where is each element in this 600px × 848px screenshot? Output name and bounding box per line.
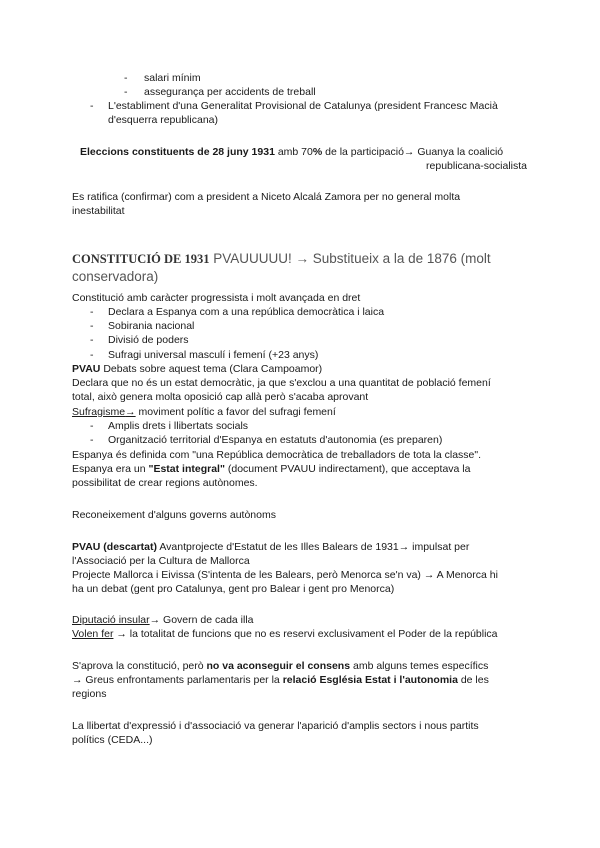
list-dash: - (124, 72, 128, 84)
elections-normal: amb 70 (274, 146, 313, 158)
integral-bold: "Estat integral" (148, 463, 225, 475)
aprova-line-3: regions (72, 688, 107, 700)
ratifica-line-1: Es ratifica (confirmar) com a president a Niceto Alcalá Zamora per no general molta (72, 191, 461, 203)
aprova-line-2 (72, 674, 532, 687)
pvau-rest: Debats sobre aquest tema (Clara Campoamor) (100, 363, 323, 375)
list-dash: - (90, 349, 94, 361)
descartat-line-3: Projecte Mallorca i Eivissa (S'intenta de les Balears, però Menorca se'n va) → A Menorca hi (72, 569, 498, 581)
sufragisme-underlined: Sufragisme (72, 406, 126, 418)
heading-rest: PVAUUUUU! → Substitueix a la de 1876 (molt (209, 251, 491, 266)
list-dash: - (90, 306, 94, 318)
sufragisme-arrow: → (125, 406, 136, 418)
section-heading (72, 250, 532, 268)
llibertat-line-1: La llibertat d'expressió i d'associació va generar l'aparició d'amplis sectors i nous partits (72, 720, 479, 732)
list-item: Organització territorial d'Espanya en estatuts d'autonomia (es preparen) (108, 434, 443, 446)
aprova-bold: no va aconseguir el consens (206, 660, 351, 672)
volen-fer-line (72, 628, 532, 641)
descartat-line (72, 541, 532, 554)
constitucio-intro: Constitució amb caràcter progressista i molt avançada en dret (72, 292, 361, 304)
llibertat-line-2: polítics (CEDA...) (72, 734, 153, 746)
ratifica-line-2: inestabilitat (72, 205, 125, 217)
list-item: Declara a Espanya com a una república democràtica i laica (108, 306, 385, 318)
declara-line-1: Declara que no és un estat democràtic, ja que s'exclou a una quantitat de població femení (72, 377, 491, 389)
list-item: L'establiment d'una Generalitat Provisional de Catalunya (president Francesc Macià (108, 100, 498, 112)
pvau-bold: PVAU (72, 363, 101, 375)
volen-fer-underlined: Volen fer (72, 628, 114, 640)
sufragisme-rest: moviment polític a favor del sufragi femení (135, 406, 336, 418)
aprova-line2-pre: → Greus enfrontaments parlamentaris per la (72, 674, 283, 686)
integral-line (72, 463, 532, 476)
list-item-continuation: d'esquerra republicana) (108, 114, 218, 126)
elections-rest: de la participació→ Guanya la coalició (322, 146, 504, 158)
list-item: Amplis drets i llibertats socials (108, 420, 249, 432)
list-dash: - (90, 334, 94, 346)
list-item: Divisió de poders (108, 334, 189, 346)
elections-line-2: republicana-socialista (426, 160, 527, 172)
aprova-line (72, 660, 532, 673)
diputacio-line (72, 614, 532, 627)
aprova-rest: amb alguns temes específics (350, 660, 489, 672)
integral-pre: Espanya era un (72, 463, 149, 475)
aprova-line2-bold: relació Església Estat i l'autonomia (282, 674, 458, 686)
list-dash: - (90, 100, 94, 112)
elections-percent: % (312, 146, 323, 158)
list-sub-item: salari mínim (144, 72, 201, 84)
elections-bold: Eleccions constituents de 28 juny 1931 (80, 146, 275, 158)
sufragisme-line (72, 406, 532, 419)
integral-line-2: possibilitat de crear regions autònomes. (72, 477, 258, 489)
section-heading-line-2: conservadora) (72, 269, 159, 284)
definida-line: Espanya és definida com "una República democràtica de treballadors de tota la classe". (72, 449, 482, 461)
list-dash: - (124, 86, 128, 98)
descartat-rest: Avantprojecte d'Estatut de les Illes Balears de 1931→ impulsat per (157, 541, 470, 553)
elections-line (80, 146, 540, 159)
list-item: Sufragi universal masculí i femení (+23 anys) (108, 349, 319, 361)
descartat-line-4: ha un debat (gent pro Catalunya, gent pro Balear i gent pro Menorca) (72, 583, 395, 595)
list-dash: - (90, 434, 94, 446)
aprova-pre: S'aprova la constitució, però (72, 660, 207, 672)
list-dash: - (90, 320, 94, 332)
list-sub-item: assegurança per accidents de treball (144, 86, 316, 98)
reconeixement-line: Reconeixement d'alguns governs autònoms (72, 509, 276, 521)
aprova-line2-rest: de les (457, 674, 489, 686)
volen-fer-rest: → la totalitat de funcions que no es reservi exclusivament el Poder de la república (113, 628, 498, 640)
descartat-line-2: l'Associació per la Cultura de Mallorca (72, 555, 250, 567)
heading-bold: CONSTITUCIÓ DE 1931 (72, 252, 210, 266)
diputacio-underlined: Diputació insular (72, 614, 150, 626)
pvau-line (72, 363, 532, 376)
list-dash: - (90, 420, 94, 432)
declara-line-2: total, això genera molta oposició cap allà però s'acaba aprovant (72, 391, 369, 403)
descartat-bold: PVAU (descartat) (72, 541, 157, 553)
diputacio-rest: → Govern de cada illa (149, 614, 254, 626)
list-item: Sobirania nacional (108, 320, 195, 332)
integral-rest: (document PVAUU indirectament), que acceptava la (224, 463, 471, 475)
